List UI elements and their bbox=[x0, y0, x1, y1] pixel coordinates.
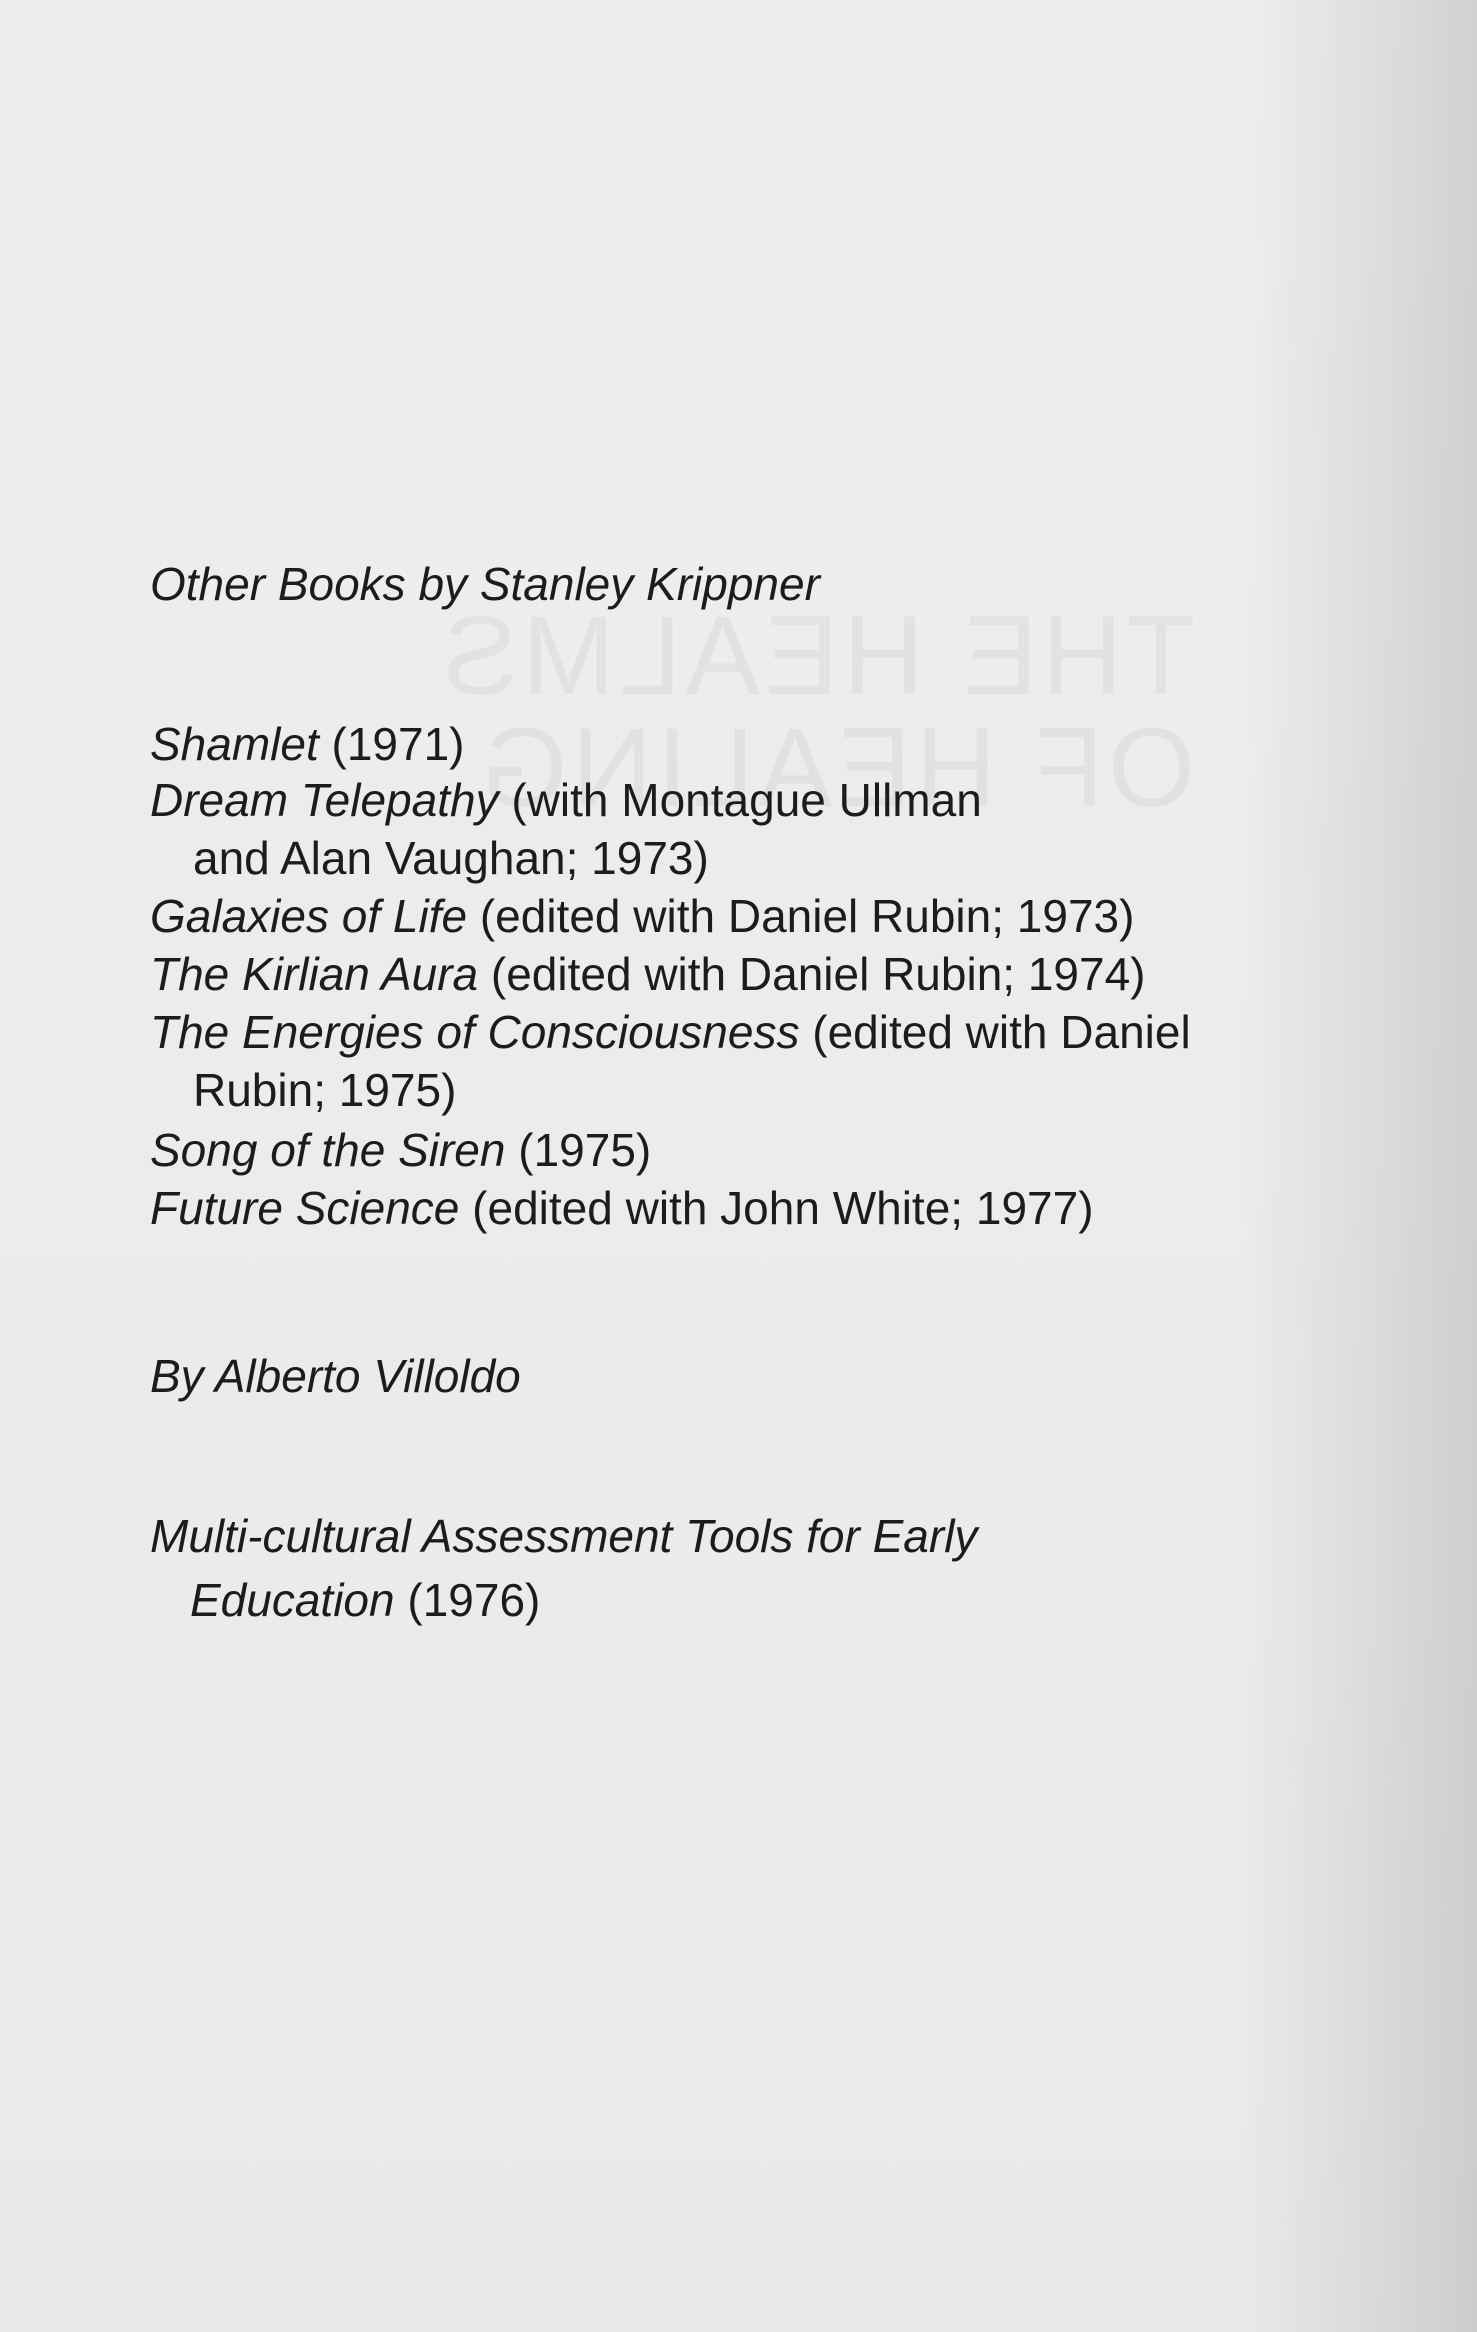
book-entry bbox=[150, 716, 465, 772]
book-details: (edited with Daniel Rubin; 1974) bbox=[478, 948, 1146, 1000]
book-title: Galaxies of Life bbox=[150, 890, 468, 942]
book-title-continuation: Education bbox=[190, 1574, 395, 1626]
book-title: Multi-cultural Assessment Tools for Early bbox=[150, 1510, 978, 1562]
book-entry bbox=[150, 1508, 977, 1564]
book-entry-continuation: Rubin; 1975) bbox=[193, 1064, 457, 1116]
book-details: (1975) bbox=[505, 1124, 652, 1176]
krippner-heading: Other Books by Stanley Krippner bbox=[150, 558, 820, 610]
bleed-through-line-1 bbox=[395, 600, 1195, 712]
book-title: The Kirlian Aura bbox=[150, 948, 479, 1000]
book-entry bbox=[150, 1180, 1094, 1236]
book-details: (edited with John White; 1977) bbox=[459, 1182, 1094, 1234]
book-title: Shamlet bbox=[150, 718, 319, 770]
book-entry bbox=[150, 772, 982, 828]
book-title: Dream Telepathy bbox=[150, 774, 499, 826]
book-title: The Energies of Consciousness bbox=[150, 1006, 800, 1058]
book-entry-continuation bbox=[190, 1572, 540, 1628]
book-entry-continuation: and Alan Vaughan; 1973) bbox=[193, 832, 709, 884]
book-entry bbox=[150, 888, 1134, 944]
book-details: (with Montague Ullman bbox=[498, 774, 982, 826]
book-entry bbox=[150, 1004, 1191, 1060]
book-details: (1971) bbox=[318, 718, 465, 770]
book-title: Song of the Siren bbox=[150, 1124, 506, 1176]
book-details: (1976) bbox=[394, 1574, 541, 1626]
book-entry bbox=[150, 1122, 651, 1178]
book-details: (edited with Daniel bbox=[799, 1006, 1191, 1058]
book-title: Future Science bbox=[150, 1182, 460, 1234]
book-details: (edited with Daniel Rubin; 1973) bbox=[467, 890, 1135, 942]
villoldo-heading: By Alberto Villoldo bbox=[150, 1350, 521, 1402]
book-entry bbox=[150, 946, 1146, 1002]
